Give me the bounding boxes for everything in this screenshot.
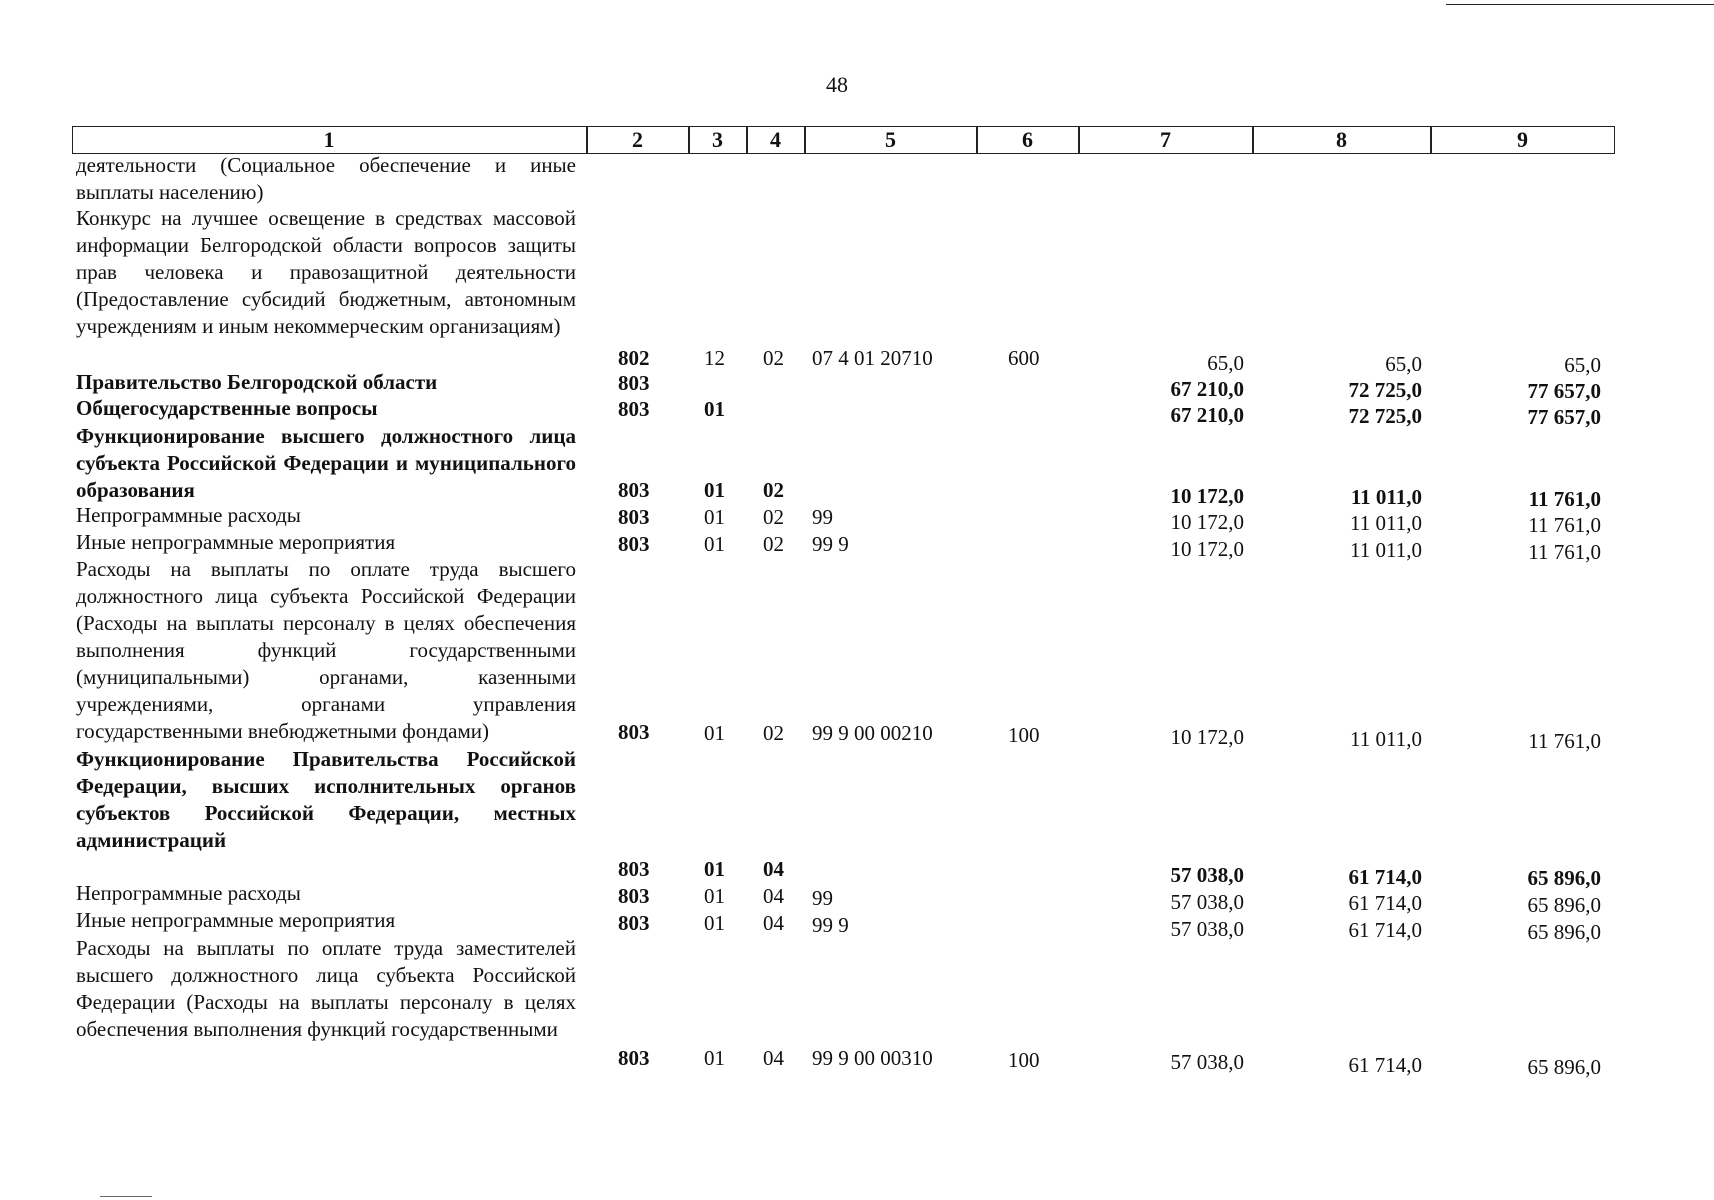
row-9-amount-9: 65 896,0 (1527, 893, 1601, 917)
row-9-section: 01 (704, 884, 725, 908)
row-2-description: Правительство Белгородской области (76, 370, 438, 394)
row-10-subsection: 04 (763, 911, 784, 935)
row-3-section: 01 (704, 397, 725, 421)
header-col-5: 5 (805, 126, 977, 154)
row-2-amount-9: 77 657,0 (1527, 379, 1601, 403)
row-4-subsection: 02 (763, 478, 784, 502)
row-1-amount-9: 65,0 (1564, 353, 1601, 377)
row-10-code: 803 (618, 911, 650, 935)
row-8-amount-8: 61 714,0 (1348, 865, 1422, 889)
row-1-amount-7: 65,0 (1207, 351, 1244, 375)
row-5-amount-7: 10 172,0 (1170, 510, 1244, 534)
row-10-section: 01 (704, 911, 725, 935)
row-8-amount-9: 65 896,0 (1527, 866, 1601, 890)
row-7-amount-7: 10 172,0 (1170, 725, 1244, 749)
row-2-code: 803 (618, 371, 650, 395)
row-1-amount-8: 65,0 (1385, 352, 1422, 376)
row-8-code: 803 (618, 857, 650, 881)
row-11-expense-type: 100 (1008, 1048, 1040, 1072)
row-1-subsection: 02 (763, 346, 784, 370)
row-5-section: 01 (704, 505, 725, 529)
row-3-code: 803 (618, 397, 650, 421)
header-col-8: 8 (1253, 126, 1431, 154)
row-11-code: 803 (618, 1046, 650, 1070)
header-col-2: 2 (587, 126, 689, 154)
header-col-9: 9 (1431, 126, 1615, 154)
row-2-amount-8: 72 725,0 (1348, 378, 1422, 402)
row-4-amount-8: 11 011,0 (1350, 485, 1422, 509)
row-1-expense-type: 600 (1008, 346, 1040, 370)
row-10-description: Иные непрограммные мероприятия (76, 908, 396, 932)
row-6-code: 803 (618, 532, 650, 556)
row-3-amount-7: 67 210,0 (1170, 403, 1244, 427)
row-1-description: Конкурс на лучшее освещение в средствах массовой информации Белгородской области вопросов защиты прав человека и правозащитной деятельности (Предоставление субсидий бюджетным, автономным учреждениям и иным некоммерческим организациям) (76, 206, 576, 338)
row-7-target: 99 9 00 00210 (812, 721, 933, 745)
row-5-code: 803 (618, 505, 650, 529)
row-3-description: Общегосударственные вопросы (76, 396, 378, 420)
row-5-amount-9: 11 761,0 (1528, 513, 1601, 537)
row-6-amount-9: 11 761,0 (1528, 540, 1601, 564)
row-6-amount-8: 11 011,0 (1350, 538, 1422, 562)
row-11-amount-8: 61 714,0 (1348, 1053, 1422, 1077)
row-1-section: 12 (704, 346, 725, 370)
row-4-amount-7: 10 172,0 (1170, 484, 1244, 508)
row-10-target: 99 9 (812, 913, 849, 937)
row-6-amount-7: 10 172,0 (1170, 537, 1244, 561)
corner-rule (1446, 4, 1714, 5)
row-6-description: Иные непрограммные мероприятия (76, 530, 396, 554)
page-number: 48 (826, 72, 848, 97)
row-0-description: деятельности (Социальное обеспечение и иные выплаты населению) (76, 153, 576, 204)
row-7-amount-8: 11 011,0 (1350, 727, 1422, 751)
row-7-description: Расходы на выплаты по оплате труда высшего должностного лица субъекта Российской Федерации (Расходы на выплаты персоналу в целях обеспечения выполнения функций государственными (муниципальными) органами, казенными учреждениями, органами управления государственными внебюджетными фондами) (76, 557, 576, 743)
footer-mark (100, 1196, 152, 1197)
row-9-target: 99 (812, 886, 833, 910)
row-7-amount-9: 11 761,0 (1528, 729, 1601, 753)
row-5-target: 99 (812, 505, 833, 529)
row-10-amount-8: 61 714,0 (1348, 918, 1422, 942)
row-8-amount-7: 57 038,0 (1170, 863, 1244, 887)
header-col-3: 3 (689, 126, 747, 154)
row-9-subsection: 04 (763, 884, 784, 908)
row-2-amount-7: 67 210,0 (1170, 377, 1244, 401)
row-9-description: Непрограммные расходы (76, 881, 301, 905)
row-8-subsection: 04 (763, 857, 784, 881)
row-11-subsection: 04 (763, 1046, 784, 1070)
row-6-subsection: 02 (763, 532, 784, 556)
row-4-code: 803 (618, 478, 650, 502)
row-4-description: Функционирование высшего должностного лица субъекта Российской Федерации и муниципального образования (76, 424, 576, 502)
row-1-code: 802 (618, 346, 650, 370)
row-4-section: 01 (704, 478, 725, 502)
row-1-target: 07 4 01 20710 (812, 346, 933, 370)
header-col-6: 6 (977, 126, 1079, 154)
row-3-amount-8: 72 725,0 (1348, 404, 1422, 428)
row-3-amount-9: 77 657,0 (1527, 405, 1601, 429)
row-7-code: 803 (618, 720, 650, 744)
row-7-subsection: 02 (763, 721, 784, 745)
header-col-1: 1 (72, 126, 587, 154)
row-5-amount-8: 11 011,0 (1350, 511, 1422, 535)
row-8-section: 01 (704, 857, 725, 881)
row-10-amount-9: 65 896,0 (1527, 920, 1601, 944)
row-10-amount-7: 57 038,0 (1170, 917, 1244, 941)
row-9-amount-7: 57 038,0 (1170, 890, 1244, 914)
row-7-section: 01 (704, 721, 725, 745)
row-11-amount-9: 65 896,0 (1527, 1055, 1601, 1079)
row-6-section: 01 (704, 532, 725, 556)
row-9-code: 803 (618, 884, 650, 908)
row-11-section: 01 (704, 1046, 725, 1070)
row-5-subsection: 02 (763, 505, 784, 529)
row-7-expense-type: 100 (1008, 723, 1040, 747)
row-8-description: Функционирование Правительства Российской Федерации, высших исполнительных органов субъектов Российской Федерации, местных администраций (76, 747, 576, 852)
row-11-amount-7: 57 038,0 (1170, 1050, 1244, 1074)
row-5-description: Непрограммные расходы (76, 503, 301, 527)
row-11-description: Расходы на выплаты по оплате труда заместителей высшего должностного лица субъекта Российской Федерации (Расходы на выплаты персоналу в целях обеспечения выполнения функций государственными (76, 936, 576, 1041)
row-9-amount-8: 61 714,0 (1348, 891, 1422, 915)
header-col-7: 7 (1079, 126, 1253, 154)
row-11-target: 99 9 00 00310 (812, 1046, 933, 1070)
header-col-4: 4 (747, 126, 805, 154)
row-4-amount-9: 11 761,0 (1528, 487, 1601, 511)
row-6-target: 99 9 (812, 532, 849, 556)
